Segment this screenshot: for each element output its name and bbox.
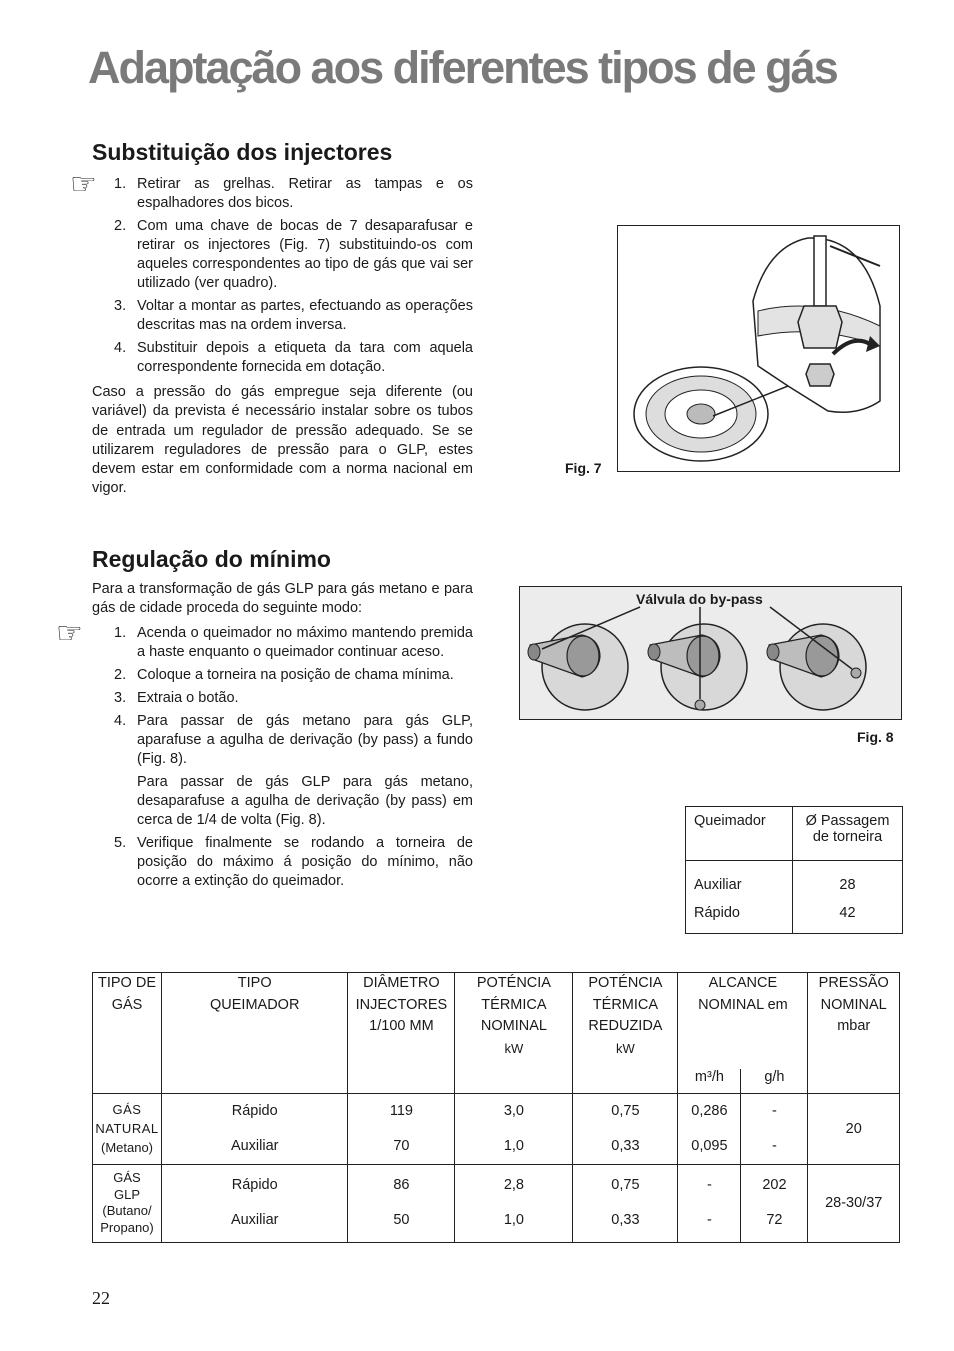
section-heading-injectors: Substituição dos injectores <box>92 139 393 165</box>
list-item: 1. Retirar as grelhas. Retirar as tampas e os espalhadores dos bicos. <box>114 176 473 211</box>
fig8-illustration <box>519 586 902 720</box>
bypass-valve-caption: Válvula do by-pass <box>636 591 763 607</box>
intro-paragraph: Para a transformação de gás GLP para gás metano e para gás de cidade proceda do seguinte modo: <box>92 581 473 617</box>
pressure-natural: 20 <box>808 1093 900 1164</box>
fig8-label: Fig. 8 <box>857 729 894 745</box>
table-row: GÁS NATURAL (Metano) Rápido Auxiliar 119 70 3,0 1,0 0,75 0,33 0,286 0,095 - - 20 <box>93 1093 900 1164</box>
gas-specs-table <box>92 972 900 1243</box>
fig7-label: Fig. 7 <box>565 460 602 476</box>
header-m3h: m³/h <box>678 1069 741 1094</box>
header-gh: g/h <box>741 1069 808 1094</box>
pointing-hand-icon: ☞ <box>70 168 97 201</box>
injector-wrench-diagram <box>618 226 900 472</box>
header-diameter: DIÂMETRO INJECTORES 1/100 MM <box>348 973 455 1094</box>
list-item: 2. Coloque a torneira na posição de chama mínima. <box>114 667 454 683</box>
pointing-hand-icon: ☞ <box>56 617 83 650</box>
list-item: 3. Voltar a montar as partes, efectuando as operações descritas mas na ordem inversa. <box>114 298 473 333</box>
list-item: 4. Para passar de gás metano para gás GLP, aparafuse a agulha de derivação (by pass) a fundo (Fig. 8). <box>114 713 473 767</box>
header-nominal-pressure: PRESSÃO NOMINAL mbar <box>808 973 900 1094</box>
table-row: Auxiliar Rápido 28 42 <box>686 861 903 934</box>
page-title: Adaptação aos diferentes tipos de gás <box>88 42 837 93</box>
list-item: Para passar de gás GLP para gás metano, desaparafuse a agulha de derivação (by pass) em cerca de 1/4 de volta (Fig. 8). <box>137 774 473 828</box>
tap-passage-table <box>685 806 903 934</box>
list-item: 2. Com uma chave de bocas de 7 desaparafusar e retirar os injectores (Fig. 7) substituindo-os com aqueles correspondentes ao tipo de gás que vai ser utilizado (ver quadro). <box>114 218 473 291</box>
header-nominal-power: POTÉNCIA TÉRMICA NOMINAL kW <box>455 973 573 1094</box>
list-item: 1. Acenda o queimador no máximo mantendo premida a haste enquanto o queimador continuar aceso. <box>114 625 473 660</box>
section-heading-minimum: Regulação do mínimo <box>92 546 331 572</box>
gas-glp-cell: GÁS GLP (Butano/ Propano) <box>93 1164 162 1242</box>
gas-natural-cell: GÁS NATURAL (Metano) <box>93 1093 162 1164</box>
page-number: 22 <box>92 1288 110 1308</box>
table-row: GÁS GLP (Butano/ Propano) Rápido Auxiliar 86 50 2,8 1,0 0,75 0,33 - - 202 72 28-30/37 <box>93 1164 900 1242</box>
table-header: Ø Passagem de torneira <box>793 807 903 861</box>
fig7-illustration <box>617 225 900 472</box>
minimum-intro <box>92 580 473 619</box>
table-header: Queimador <box>686 807 793 861</box>
injector-steps <box>92 175 473 499</box>
list-item: 5. Verifique finalmente se rodando a torneira de posição do máximo á posição do mínimo, não ocorre a extinção do queimador. <box>114 835 473 889</box>
pressure-paragraph: Caso a pressão do gás empregue seja diferente (ou variável) da prevista é necessário instalar sobre os tubos de entrada um regulador de pressão adequado. Se se utilizarem reguladores de pressão para o GLP, estes devem estar em conformidade com a norma nacional em vigor. <box>92 384 473 497</box>
header-nominal-reach: ALCANCE NOMINAL em <box>678 973 808 1069</box>
pressure-glp: 28-30/37 <box>808 1164 900 1242</box>
list-item: 4. Substituir depois a etiqueta da tara com aquela correspondente fornecida em dotação. <box>114 340 473 375</box>
header-gas-type: TIPO DE GÁS <box>93 973 162 1094</box>
header-burner-type: TIPO QUEIMADOR <box>162 973 348 1094</box>
list-item: 3. Extraia o botão. <box>114 690 239 706</box>
header-reduced-power: POTÉNCIA TÉRMICA REDUZIDA kW <box>573 973 678 1094</box>
minimum-steps <box>92 624 473 895</box>
